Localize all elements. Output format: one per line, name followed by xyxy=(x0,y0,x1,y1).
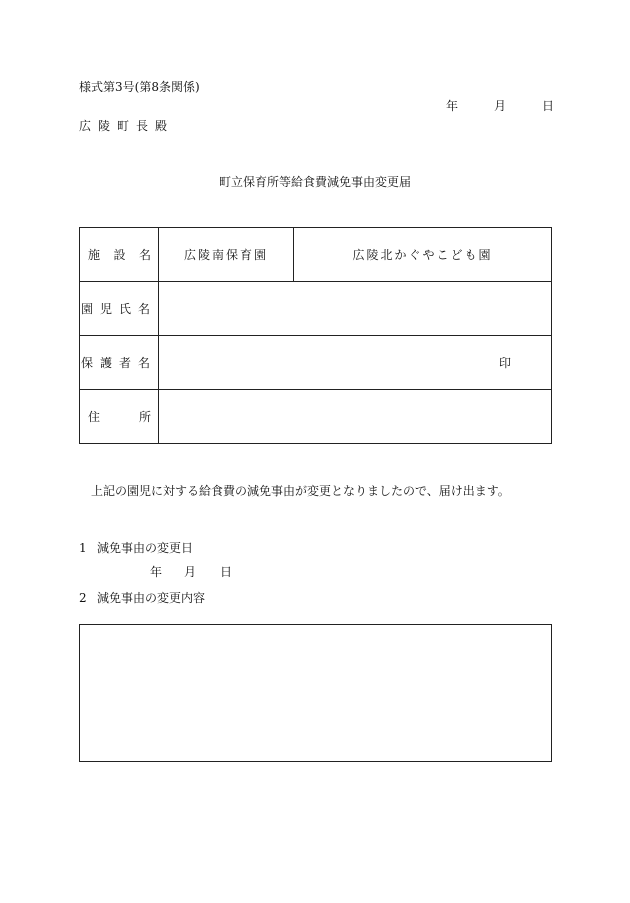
table-row-facility xyxy=(80,228,552,282)
address-label xyxy=(80,408,158,425)
addressee: 広陵町長殿 xyxy=(79,119,175,133)
facility-label-char-2: 設 xyxy=(113,248,126,262)
address-label-char-2: 所 xyxy=(138,410,151,424)
table-row-guardian xyxy=(80,336,552,390)
address-label-cell xyxy=(80,390,159,444)
date-month-label: 月 xyxy=(494,99,507,113)
facility-label-char-1: 施 xyxy=(88,248,101,262)
guardian-name-field[interactable] xyxy=(159,336,552,390)
seal-mark: 印 xyxy=(498,356,511,370)
item-1-number: 1 xyxy=(79,541,87,555)
table-row-child-name xyxy=(80,282,552,336)
date-day-label: 日 xyxy=(542,99,555,113)
change-content-box[interactable] xyxy=(79,624,552,762)
item-change-date xyxy=(79,541,193,555)
applicant-info-table xyxy=(79,227,552,444)
item-2-number: 2 xyxy=(79,591,87,605)
guardian-label: 保護者名 xyxy=(80,336,159,390)
form-number: 様式第3号(第8条関係) xyxy=(79,80,200,94)
change-date-year: 年 xyxy=(150,565,163,579)
item-1-label: 減免事由の変更日 xyxy=(97,541,194,555)
item-2-label: 減免事由の変更内容 xyxy=(97,591,206,605)
facility-option-south[interactable]: 広陵南保育園 xyxy=(159,228,294,282)
change-date-month: 月 xyxy=(184,565,197,579)
document-title: 町立保育所等給食費減免事由変更届 xyxy=(218,175,411,189)
submission-date xyxy=(446,99,554,113)
statement-text: 上記の園児に対する給食費の減免事由が変更となりましたので、届け出ます。 xyxy=(91,484,510,498)
change-date-field[interactable] xyxy=(150,565,232,579)
change-date-day: 日 xyxy=(220,565,233,579)
item-change-content xyxy=(79,591,205,605)
address-label-char-1: 住 xyxy=(88,410,101,424)
child-name-field[interactable] xyxy=(159,282,552,336)
facility-label-char-3: 名 xyxy=(138,248,151,262)
facility-label xyxy=(80,246,158,263)
child-name-label: 園児氏名 xyxy=(80,282,159,336)
facility-label-cell xyxy=(80,228,159,282)
date-year-label: 年 xyxy=(446,99,459,113)
table-row-address xyxy=(80,390,552,444)
address-field[interactable] xyxy=(159,390,552,444)
facility-option-north[interactable]: 広陵北かぐやこども園 xyxy=(294,228,552,282)
